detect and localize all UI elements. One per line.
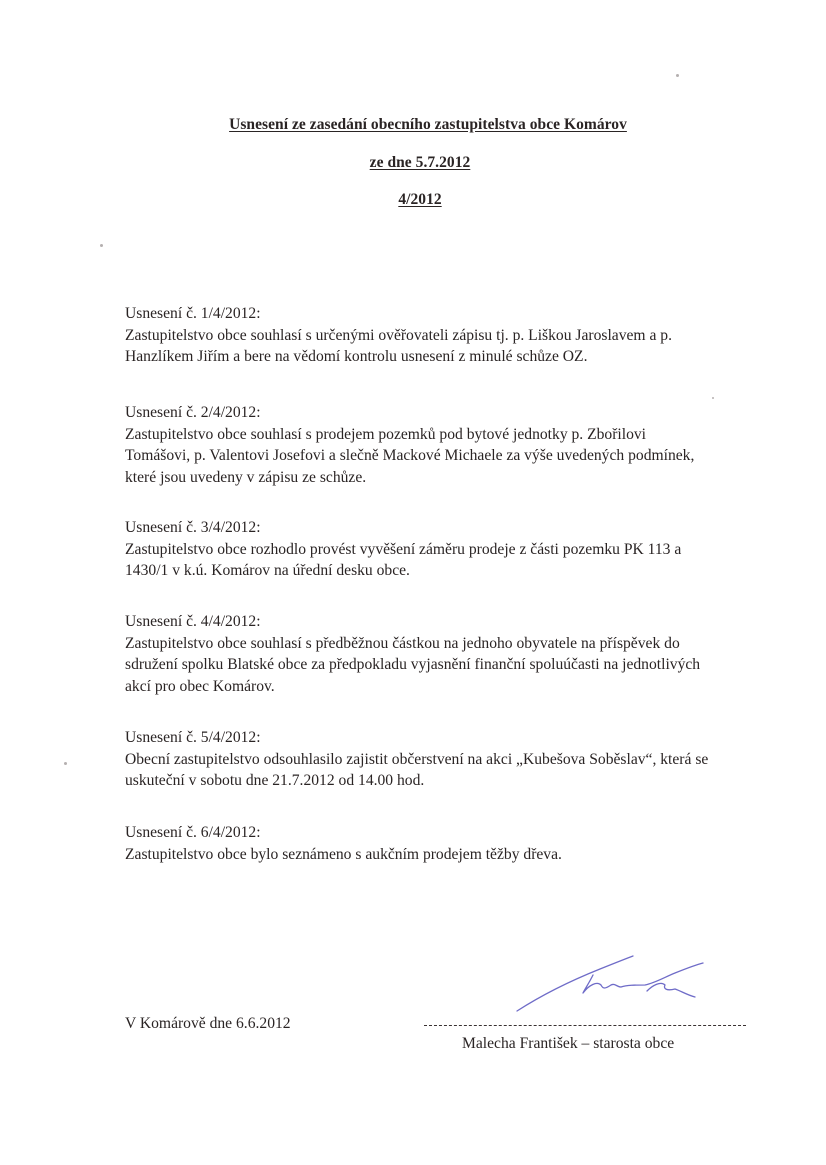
resolution-heading: Usnesení č. 6/4/2012: [125, 824, 261, 841]
signature-stroke [517, 956, 633, 1011]
scan-speck [676, 74, 679, 77]
resolution-heading: Usnesení č. 4/4/2012: [125, 613, 261, 630]
resolution-heading: Usnesení č. 3/4/2012: [125, 519, 261, 536]
place-and-date: V Komárově dne 6.6.2012 [125, 1015, 291, 1032]
signature [505, 955, 720, 1017]
resolution-item [125, 517, 785, 582]
signature-line [424, 1025, 746, 1026]
resolution-text: Obecní zastupitelstvo odsouhlasilo zajistit občerstvení na akci „Kubešova Soběslav“, která se uskuteční v sobotu dne 21.7.2012 od 14.00 hod. [125, 750, 709, 789]
signer-name: Malecha František – starosta obce [462, 1035, 675, 1052]
resolution-item [125, 303, 785, 368]
resolution-heading: Usnesení č. 2/4/2012: [125, 404, 261, 421]
resolution-text: Zastupitelstvo obce souhlasí s určenými ověřovateli zápisu tj. p. Liškou Jaroslavem a p. Hanzlíkem Jiřím a bere na vědomí kontrolu usnesení z minulé schůze OZ. [125, 326, 672, 365]
resolution-item [125, 402, 785, 488]
resolution-item [125, 727, 785, 792]
resolution-heading: Usnesení č. 5/4/2012: [125, 729, 261, 746]
document-title: Usnesení ze zasedání obecního zastupitelstva obce Komárov [229, 116, 627, 133]
scan-speck [712, 397, 714, 399]
signature-stroke [583, 963, 703, 993]
resolution-text: Zastupitelstvo obce souhlasí s předběžnou částkou na jednoho obyvatele na příspěvek do sdružení spolku Blatské obce za předpokladu vyjasnění finanční spoluúčasti na jednotlivých akcí pro obec Komárov. [125, 634, 701, 695]
meeting-date: ze dne 5.7.2012 [369, 154, 471, 171]
resolution-item [125, 822, 785, 865]
signature-stroke [647, 983, 695, 997]
document-number: 4/2012 [398, 191, 442, 208]
resolution-text: Zastupitelstvo obce rozhodlo provést vyvěšení záměru prodeje z části pozemku PK 113 a 1430/1 v k.ú. Komárov na úřední desku obce. [125, 540, 682, 579]
resolution-text: Zastupitelstvo obce souhlasí s prodejem pozemků pod bytové jednotky p. Zbořilovi Tomášovi, p. Valentovi Josefovi a slečně Mackové Michaele za výše uvedených podmínek, které jsou uvedeny v zápisu ze schůze. [125, 425, 695, 486]
scan-speck [64, 762, 67, 765]
scan-speck [100, 244, 103, 247]
resolution-item [125, 611, 785, 697]
resolution-heading: Usnesení č. 1/4/2012: [125, 305, 261, 322]
resolution-text: Zastupitelstvo obce bylo seznámeno s aukčním prodejem těžby dřeva. [125, 845, 562, 863]
